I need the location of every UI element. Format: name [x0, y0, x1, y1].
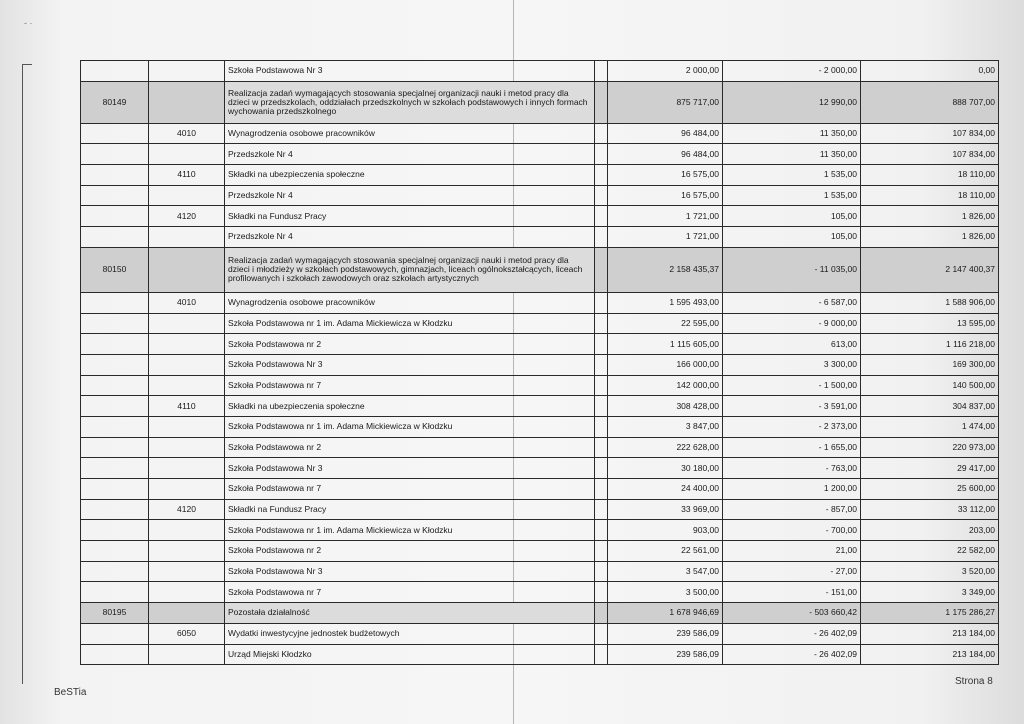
cell-description: Realizacja zadań wymagających stosowania specjalnej organizacji nauki i metod pracy dla dzieci w przedszkolach, oddziałach przedszkolnych w szkołach podstawowych i innych formach wychowania przedszkolnego [225, 81, 595, 123]
cell-paragraf [149, 644, 225, 665]
table-row [81, 416, 999, 437]
cell-spacer [595, 396, 608, 417]
table-row [81, 458, 999, 479]
cell-paragraf [149, 334, 225, 355]
cell-amount-before: 16 575,00 [608, 165, 723, 186]
cell-amount-before: 96 484,00 [608, 144, 723, 165]
cell-description: Wynagrodzenia osobowe pracowników [225, 123, 595, 144]
cell-dzial: 80195 [81, 603, 149, 624]
cell-description: Przedszkole Nr 4 [225, 227, 595, 248]
cell-paragraf [149, 603, 225, 624]
cell-dzial [81, 334, 149, 355]
cell-dzial [81, 437, 149, 458]
cell-spacer [595, 206, 608, 227]
cell-amount-before: 239 586,09 [608, 644, 723, 665]
cell-amount-before: 239 586,09 [608, 623, 723, 644]
cell-dzial [81, 206, 149, 227]
cell-description: Szkoła Podstawowa nr 2 [225, 541, 595, 562]
cell-amount-after: 213 184,00 [861, 644, 999, 665]
cell-spacer [595, 81, 608, 123]
cell-paragraf [149, 520, 225, 541]
cell-amount-change: 613,00 [723, 334, 861, 355]
cell-amount-change: 12 990,00 [723, 81, 861, 123]
cell-paragraf [149, 416, 225, 437]
cell-amount-change: - 151,00 [723, 582, 861, 603]
cell-amount-before: 33 969,00 [608, 499, 723, 520]
cell-paragraf [149, 144, 225, 165]
cell-amount-after: 220 973,00 [861, 437, 999, 458]
cell-spacer [595, 603, 608, 624]
cell-amount-change: 1 535,00 [723, 165, 861, 186]
cell-amount-before: 308 428,00 [608, 396, 723, 417]
cell-amount-before: 3 500,00 [608, 582, 723, 603]
cell-description: Składki na Fundusz Pracy [225, 206, 595, 227]
cell-spacer [595, 61, 608, 82]
cell-paragraf [149, 247, 225, 292]
table-row [81, 582, 999, 603]
cell-amount-after: 1 826,00 [861, 227, 999, 248]
table-row [81, 144, 999, 165]
table-row [81, 165, 999, 186]
cell-amount-change: - 3 591,00 [723, 396, 861, 417]
cell-amount-change: 3 300,00 [723, 354, 861, 375]
cell-description: Urząd Miejski Kłodzko [225, 644, 595, 665]
cell-amount-after: 140 500,00 [861, 375, 999, 396]
cell-amount-after: 3 520,00 [861, 561, 999, 582]
table-row [81, 292, 999, 313]
cell-paragraf [149, 479, 225, 500]
margin-line [22, 64, 23, 684]
cell-dzial: 80149 [81, 81, 149, 123]
footer-software-name: BeSTia [54, 687, 87, 698]
cell-dzial [81, 144, 149, 165]
cell-spacer [595, 561, 608, 582]
cell-amount-after: 18 110,00 [861, 165, 999, 186]
cell-amount-before: 2 000,00 [608, 61, 723, 82]
table-row [81, 561, 999, 582]
cell-amount-before: 3 547,00 [608, 561, 723, 582]
cell-amount-after: 13 595,00 [861, 313, 999, 334]
table-row [81, 313, 999, 334]
cell-dzial [81, 623, 149, 644]
cell-description: Wynagrodzenia osobowe pracowników [225, 292, 595, 313]
cell-paragraf [149, 375, 225, 396]
cell-amount-change: - 763,00 [723, 458, 861, 479]
cell-amount-change: - 1 655,00 [723, 437, 861, 458]
cell-amount-before: 24 400,00 [608, 479, 723, 500]
table-row [81, 644, 999, 665]
cell-amount-change: 105,00 [723, 206, 861, 227]
cell-spacer [595, 334, 608, 355]
cell-dzial [81, 165, 149, 186]
cell-amount-after: 169 300,00 [861, 354, 999, 375]
cell-paragraf [149, 313, 225, 334]
cell-spacer [595, 123, 608, 144]
cell-spacer [595, 185, 608, 206]
cell-dzial [81, 313, 149, 334]
cell-amount-before: 30 180,00 [608, 458, 723, 479]
cell-spacer [595, 313, 608, 334]
table-row [81, 520, 999, 541]
cell-amount-change: 105,00 [723, 227, 861, 248]
cell-description: Szkoła Podstawowa Nr 3 [225, 354, 595, 375]
cell-dzial [81, 292, 149, 313]
cell-description: Szkoła Podstawowa nr 2 [225, 334, 595, 355]
cell-amount-change: - 2 373,00 [723, 416, 861, 437]
cell-paragraf: 4010 [149, 292, 225, 313]
cell-amount-before: 1 678 946,69 [608, 603, 723, 624]
cell-amount-after: 203,00 [861, 520, 999, 541]
cell-amount-after: 2 147 400,37 [861, 247, 999, 292]
cell-dzial [81, 541, 149, 562]
cell-dzial [81, 561, 149, 582]
cell-amount-change: - 857,00 [723, 499, 861, 520]
cell-paragraf [149, 458, 225, 479]
cell-amount-before: 22 595,00 [608, 313, 723, 334]
cell-paragraf [149, 81, 225, 123]
cell-spacer [595, 479, 608, 500]
table-row [81, 61, 999, 82]
cell-description: Szkoła Podstawowa Nr 3 [225, 561, 595, 582]
cell-amount-before: 222 628,00 [608, 437, 723, 458]
cell-paragraf [149, 185, 225, 206]
cell-dzial [81, 396, 149, 417]
cell-amount-change: 11 350,00 [723, 144, 861, 165]
cell-amount-change: - 9 000,00 [723, 313, 861, 334]
cell-paragraf [149, 582, 225, 603]
cell-description: Szkoła Podstawowa Nr 3 [225, 458, 595, 479]
cell-amount-change: - 11 035,00 [723, 247, 861, 292]
cell-amount-change: 1 535,00 [723, 185, 861, 206]
cell-amount-before: 1 115 605,00 [608, 334, 723, 355]
cell-amount-change: - 700,00 [723, 520, 861, 541]
cell-dzial [81, 416, 149, 437]
cell-description: Przedszkole Nr 4 [225, 144, 595, 165]
cell-paragraf [149, 61, 225, 82]
cell-description: Szkoła Podstawowa Nr 3 [225, 61, 595, 82]
cell-description: Szkoła Podstawowa nr 1 im. Adama Mickiewicza w Kłodzku [225, 313, 595, 334]
cell-description: Przedszkole Nr 4 [225, 185, 595, 206]
cell-spacer [595, 458, 608, 479]
cell-amount-after: 33 112,00 [861, 499, 999, 520]
cell-paragraf [149, 227, 225, 248]
cell-amount-before: 903,00 [608, 520, 723, 541]
cell-description: Składki na Fundusz Pracy [225, 499, 595, 520]
cell-amount-after: 3 349,00 [861, 582, 999, 603]
cell-amount-change: 1 200,00 [723, 479, 861, 500]
cell-description: Szkoła Podstawowa nr 2 [225, 437, 595, 458]
table-row [81, 123, 999, 144]
cell-description: Szkoła Podstawowa nr 1 im. Adama Mickiewicza w Kłodzku [225, 520, 595, 541]
cell-dzial [81, 123, 149, 144]
cell-spacer [595, 623, 608, 644]
cell-amount-after: 29 417,00 [861, 458, 999, 479]
cell-amount-after: 107 834,00 [861, 144, 999, 165]
page-number: Strona 8 [955, 676, 993, 687]
cell-spacer [595, 541, 608, 562]
table-row [81, 227, 999, 248]
cell-amount-change: 21,00 [723, 541, 861, 562]
table-row [81, 185, 999, 206]
cell-dzial [81, 375, 149, 396]
table-row [81, 334, 999, 355]
cell-amount-after: 18 110,00 [861, 185, 999, 206]
cell-dzial [81, 499, 149, 520]
cell-description: Składki na ubezpieczenia społeczne [225, 165, 595, 186]
cell-amount-before: 1 721,00 [608, 227, 723, 248]
cell-amount-before: 22 561,00 [608, 541, 723, 562]
cell-spacer [595, 227, 608, 248]
table-row [81, 81, 999, 123]
table-row [81, 396, 999, 417]
cell-amount-change: - 27,00 [723, 561, 861, 582]
cell-amount-before: 142 000,00 [608, 375, 723, 396]
cell-amount-after: 25 600,00 [861, 479, 999, 500]
cell-spacer [595, 499, 608, 520]
cell-amount-before: 875 717,00 [608, 81, 723, 123]
cell-amount-before: 1 721,00 [608, 206, 723, 227]
table-row [81, 541, 999, 562]
cell-amount-change: - 2 000,00 [723, 61, 861, 82]
cell-description: Szkoła Podstawowa nr 7 [225, 375, 595, 396]
cell-spacer [595, 582, 608, 603]
cell-paragraf: 6050 [149, 623, 225, 644]
cell-paragraf [149, 541, 225, 562]
cell-amount-change: - 503 660,42 [723, 603, 861, 624]
cell-amount-change: - 26 402,09 [723, 644, 861, 665]
cell-description: Pozostała działalność [225, 603, 595, 624]
cell-dzial [81, 185, 149, 206]
cell-paragraf [149, 437, 225, 458]
cell-amount-after: 1 588 906,00 [861, 292, 999, 313]
cell-amount-after: 213 184,00 [861, 623, 999, 644]
cell-amount-change: - 1 500,00 [723, 375, 861, 396]
cell-paragraf [149, 354, 225, 375]
cell-dzial [81, 644, 149, 665]
cell-dzial [81, 582, 149, 603]
cell-spacer [595, 520, 608, 541]
cell-amount-after: 1 474,00 [861, 416, 999, 437]
cell-amount-change: - 6 587,00 [723, 292, 861, 313]
cell-spacer [595, 644, 608, 665]
cell-amount-after: 1 116 218,00 [861, 334, 999, 355]
table-row [81, 479, 999, 500]
cell-paragraf: 4110 [149, 165, 225, 186]
cell-amount-after: 304 837,00 [861, 396, 999, 417]
cell-amount-change: 11 350,00 [723, 123, 861, 144]
cell-description: Szkoła Podstawowa nr 7 [225, 479, 595, 500]
cell-amount-after: 1 826,00 [861, 206, 999, 227]
cell-description: Szkoła Podstawowa nr 7 [225, 582, 595, 603]
cell-paragraf: 4010 [149, 123, 225, 144]
table-row [81, 603, 999, 624]
cell-dzial [81, 479, 149, 500]
cell-spacer [595, 247, 608, 292]
cell-spacer [595, 416, 608, 437]
cell-dzial [81, 458, 149, 479]
cell-amount-after: 888 707,00 [861, 81, 999, 123]
cell-amount-before: 16 575,00 [608, 185, 723, 206]
cell-paragraf: 4120 [149, 206, 225, 227]
table-row [81, 206, 999, 227]
cell-spacer [595, 165, 608, 186]
table-row [81, 354, 999, 375]
cell-description: Realizacja zadań wymagających stosowania specjalnej organizacji nauki i metod pracy dla dzieci i młodzieży w szkołach podstawowych, gimnazjach, liceach ogólnokształcących, liceach profilowanych i szkołach zawodowych oraz szkołach artystycznych [225, 247, 595, 292]
cell-amount-before: 3 847,00 [608, 416, 723, 437]
cell-description: Wydatki inwestycyjne jednostek budżetowych [225, 623, 595, 644]
cell-amount-after: 1 175 286,27 [861, 603, 999, 624]
cell-amount-before: 2 158 435,37 [608, 247, 723, 292]
cell-paragraf [149, 561, 225, 582]
cell-paragraf: 4120 [149, 499, 225, 520]
cell-spacer [595, 354, 608, 375]
cell-spacer [595, 292, 608, 313]
cell-spacer [595, 375, 608, 396]
cell-amount-after: 0,00 [861, 61, 999, 82]
cell-amount-before: 166 000,00 [608, 354, 723, 375]
page-top-mark: - · [24, 18, 33, 28]
margin-tick [22, 64, 32, 65]
cell-amount-before: 96 484,00 [608, 123, 723, 144]
cell-description: Składki na ubezpieczenia społeczne [225, 396, 595, 417]
budget-table-body [81, 61, 999, 665]
cell-amount-before: 1 595 493,00 [608, 292, 723, 313]
table-row [81, 499, 999, 520]
cell-amount-change: - 26 402,09 [723, 623, 861, 644]
cell-dzial [81, 61, 149, 82]
table-row [81, 375, 999, 396]
cell-amount-after: 22 582,00 [861, 541, 999, 562]
cell-spacer [595, 437, 608, 458]
cell-spacer [595, 144, 608, 165]
table-row [81, 623, 999, 644]
table-row [81, 247, 999, 292]
cell-description: Szkoła Podstawowa nr 1 im. Adama Mickiewicza w Kłodzku [225, 416, 595, 437]
table-row [81, 437, 999, 458]
cell-paragraf: 4110 [149, 396, 225, 417]
budget-table [80, 60, 999, 665]
cell-dzial [81, 520, 149, 541]
cell-dzial [81, 354, 149, 375]
cell-dzial [81, 227, 149, 248]
cell-amount-after: 107 834,00 [861, 123, 999, 144]
cell-dzial: 80150 [81, 247, 149, 292]
